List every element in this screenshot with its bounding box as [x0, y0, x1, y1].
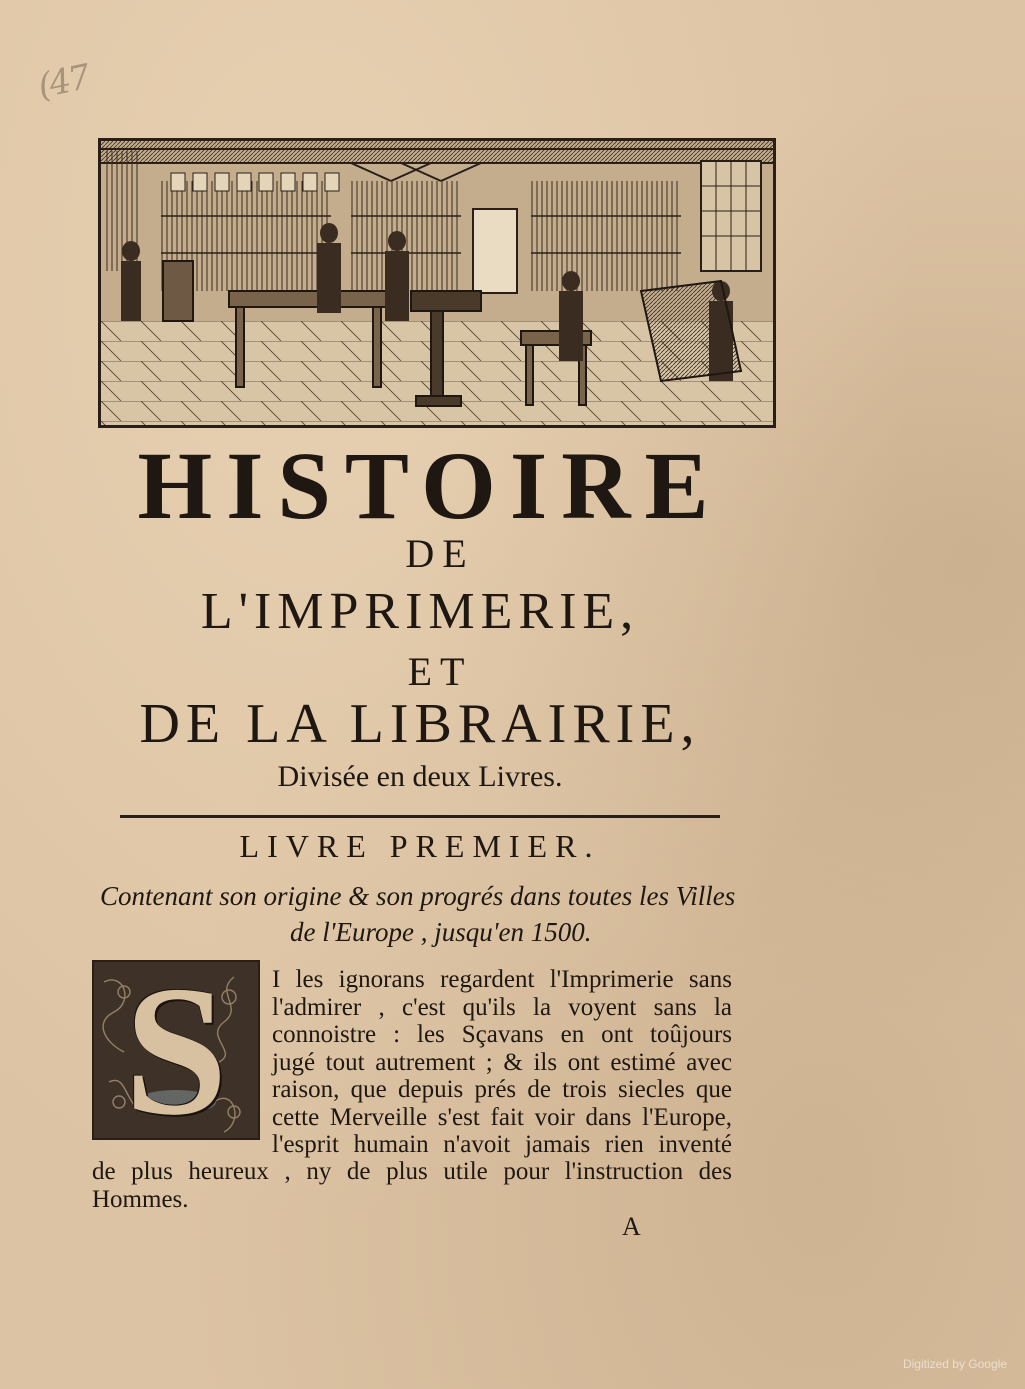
- title-imprimerie: L'IMPRIMERIE,: [200, 583, 640, 640]
- text-line: l'admirer , c'est qu'ils la voyent sans la: [272, 993, 732, 1021]
- book-subtitle-line1: Contenant son origine & son progrés dans toutes les Villes: [100, 881, 736, 911]
- watermark: Digitized by Google: [902, 1357, 1007, 1371]
- text-line: cette Merveille s'est fait voir dans l'Europe,: [272, 1103, 732, 1131]
- printing-shop-engraving: [98, 138, 776, 428]
- title-et: ET: [407, 649, 473, 694]
- text-line: de plus heureux , ny de plus utile pour l'instruction des: [92, 1158, 732, 1185]
- title-divisee: Divisée en deux Livres.: [277, 760, 563, 793]
- divider-rule: [120, 815, 720, 818]
- text-line: raison, que depuis prés de trois siecles que: [272, 1076, 732, 1103]
- book-subtitle-line2: de l'Europe , jusqu'en 1500.: [290, 917, 592, 947]
- margin-note: (47: [34, 57, 93, 107]
- text-line: I les ignorans regardent l'Imprimerie sans: [272, 966, 732, 993]
- paragraph-beside-initial: [272, 966, 732, 1159]
- text-line: connoistre : les Sçavans en ont toûjours: [272, 1021, 732, 1048]
- signature-mark: A: [622, 1212, 641, 1241]
- paragraph-continuation: [92, 1158, 732, 1213]
- text-line: jugé tout autrement ; & ils ont estimé avec: [272, 1048, 732, 1076]
- text-line: l'esprit humain n'avoit jamais rien inventé: [272, 1131, 732, 1158]
- book-heading: LIVRE PREMIER.: [239, 828, 601, 864]
- decorated-initial: [92, 960, 260, 1140]
- title-librairie: DE LA LIBRAIRIE,: [139, 693, 701, 755]
- initial-letter-s: S: [124, 960, 228, 1140]
- title-de: DE: [405, 531, 475, 576]
- book-subtitle: [100, 878, 740, 950]
- title-histoire: HISTOIRE: [137, 432, 723, 539]
- text-line: Hommes.: [92, 1185, 189, 1213]
